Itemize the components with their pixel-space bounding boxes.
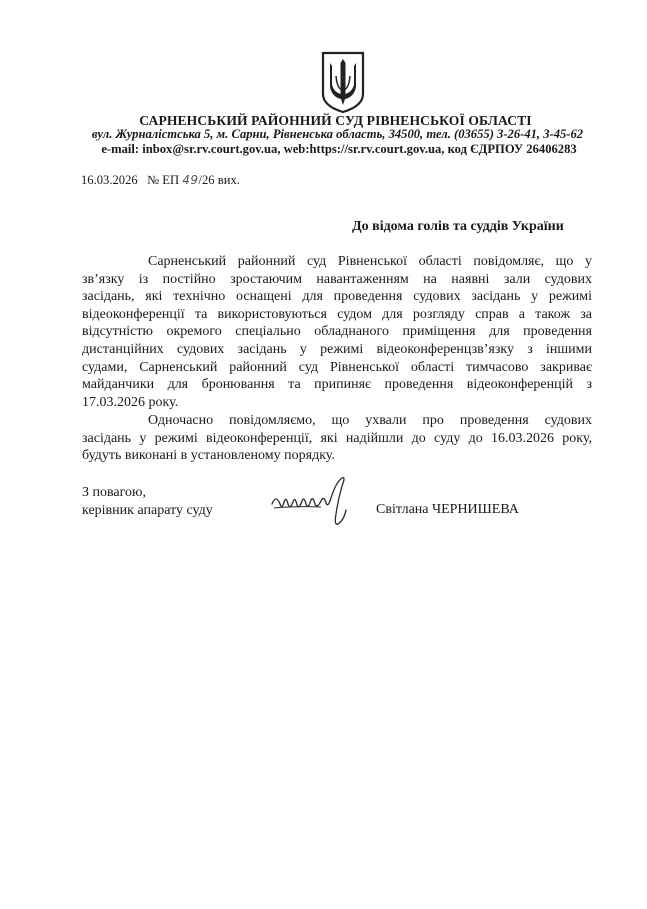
- signer-position: керівник апарату суду: [82, 503, 213, 518]
- trident-emblem-icon: [320, 50, 366, 114]
- registration-handwritten-number: 49: [182, 173, 199, 187]
- paragraph-line: дистанційних судових засідань у режимі відеоконференцзв’язку з іншими: [82, 341, 592, 357]
- registration-date: 16.03.2026: [81, 173, 138, 187]
- paragraph-line: Сарненський районний суд Рівненської області повідомляє, що у: [148, 254, 592, 269]
- registration-suffix: /26 вих.: [198, 173, 240, 187]
- paragraph-line: відсутністю окремого спеціально обладнаного приміщення для проведення: [82, 324, 592, 340]
- court-name: САРНЕНСЬКИЙ РАЙОННИЙ СУД РІВНЕНСЬКОЇ ОБЛАСТІ: [139, 113, 532, 128]
- paragraph-line: майданчики для бронювання та припиняє проведення відеоконференцій з: [82, 377, 592, 393]
- paragraph-line: засідань, які технічно оснащені для проведення судових засідань у режимі: [82, 289, 592, 305]
- paragraph-line: Одночасно повідомляємо, що ухвали про проведення судових: [148, 413, 592, 428]
- paragraph-line: зв’язку із постійно зростаючим навантаженням на наявні зали судових: [82, 271, 592, 287]
- body-paragraph-1: [82, 253, 592, 411]
- paragraph-line: засідань у режимі відеоконференції, які надійшли до суду до 16.03.2026 року,: [82, 430, 592, 446]
- outgoing-registration: [81, 173, 240, 188]
- signer-name: Світлана ЧЕРНИШЕВА: [376, 502, 519, 517]
- body-paragraph-2: [82, 412, 592, 465]
- closing-block: [82, 484, 213, 520]
- paragraph-line: судами, Сарненський районний суд Рівненської області тимчасово закриває: [82, 359, 592, 375]
- paragraph-line: будуть виконані в установленому порядку.: [82, 448, 335, 464]
- paragraph-line: відеоконференції та використовуються судом для розгляду справ а також за: [82, 306, 592, 322]
- closing-greeting: З повагою,: [82, 485, 146, 500]
- court-address: вул. Журналістська 5, м. Сарни, Рівненська область, 34500, тел. (03655) 3-26-41, 3-45-62: [91, 127, 584, 141]
- paragraph-line: 17.03.2026 року.: [82, 394, 179, 410]
- handwritten-signature: [266, 474, 356, 529]
- registration-prefix: № ЕП: [147, 173, 180, 187]
- addressee: До відома голів та суддів України: [352, 219, 564, 234]
- court-contacts: e-mail: inbox@sr.rv.court.gov.ua, web:https://sr.rv.court.gov.ua, код ЄДРПОУ 26406283: [101, 142, 577, 156]
